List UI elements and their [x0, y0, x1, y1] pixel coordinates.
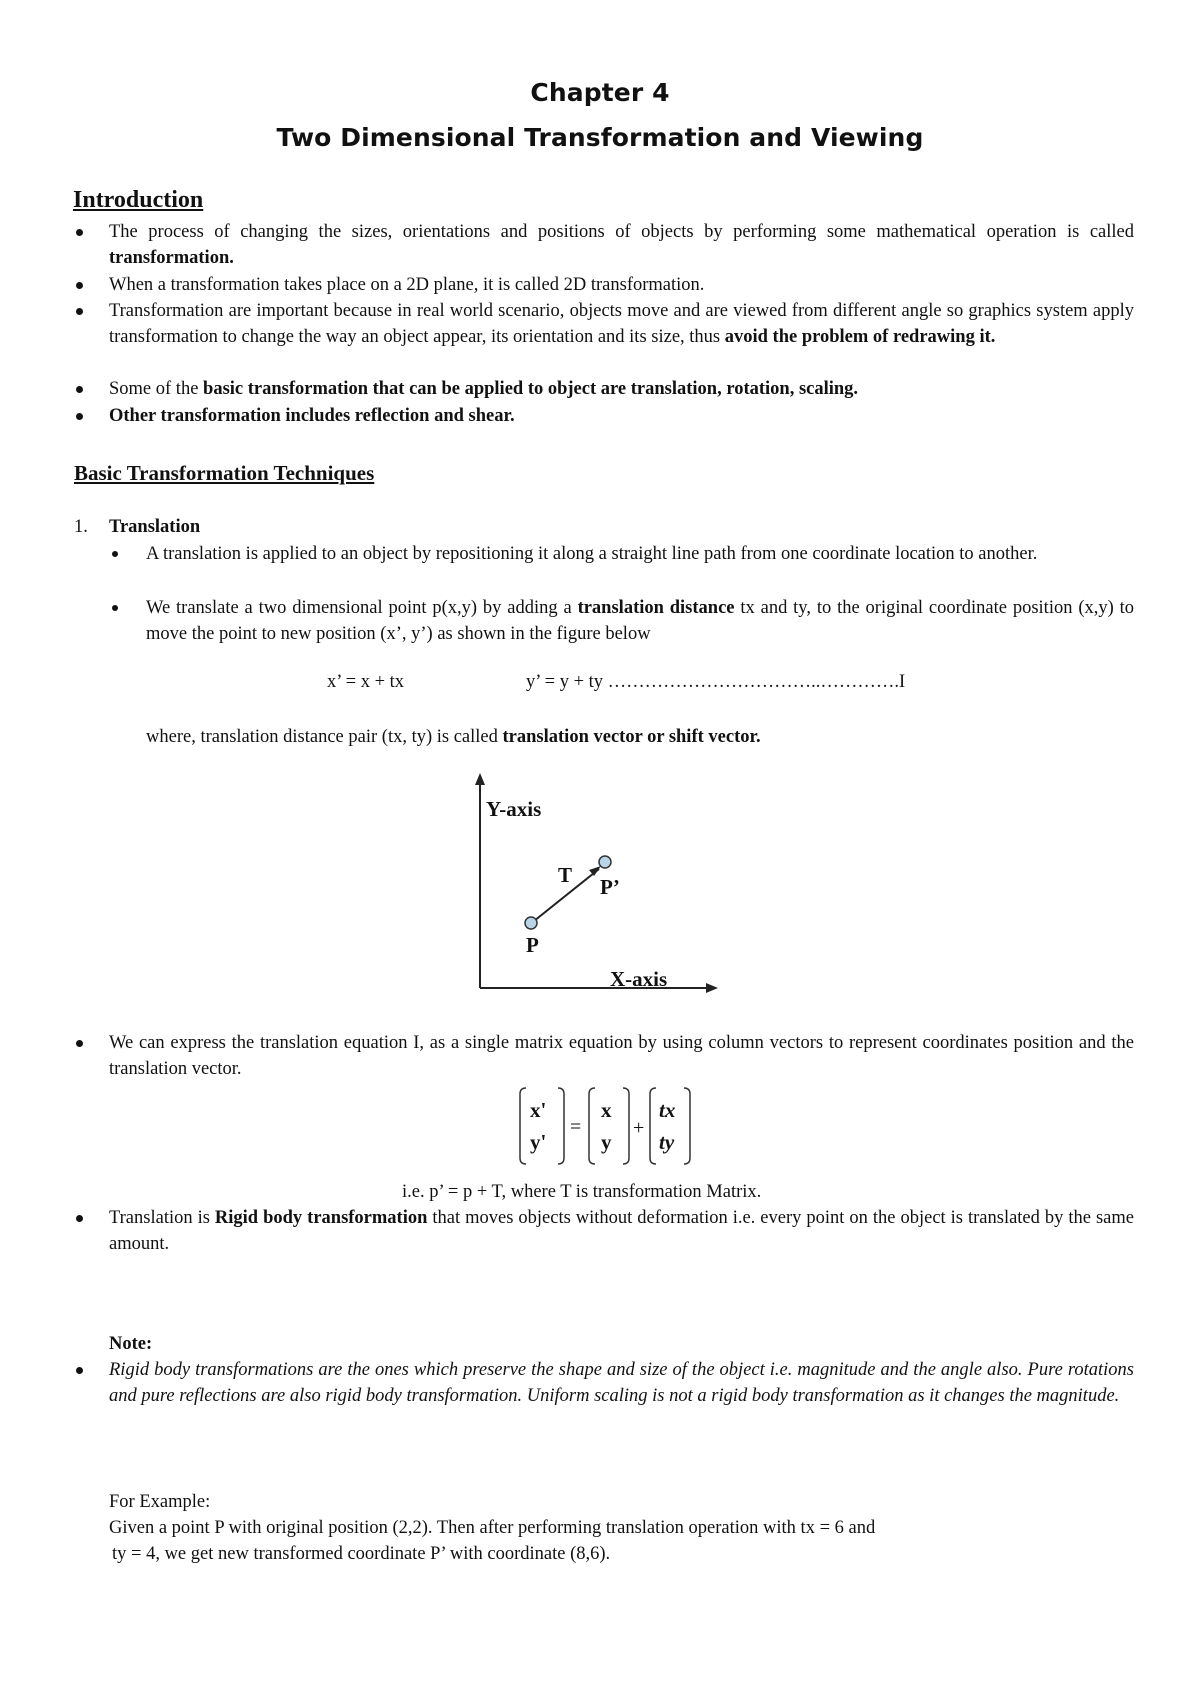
translation-heading: Translation — [109, 517, 201, 537]
matrix-bracket — [684, 1088, 690, 1164]
y-axis-label: Y-axis — [486, 797, 542, 821]
matrix-equals: = — [570, 1116, 582, 1138]
note-text: Rigid body transformations are the ones which preserve the shape and size of the object i.e. magnitude and the angle also. Pure rotations and pure reflections are also rigid body transformation. Uniform scaling is not a rigid body transformation as it changes the magnitude. — [109, 1360, 1134, 1406]
note-heading: Note: — [109, 1334, 153, 1354]
matrix-tx: tx — [659, 1098, 676, 1122]
bullet-icon — [76, 308, 83, 315]
matrix-explanation: i.e. p’ = p + T, where T is transformation Matrix. — [402, 1182, 762, 1202]
basic-techniques-heading: Basic Transformation Techniques — [74, 461, 375, 485]
matrix-yprime: y' — [530, 1130, 547, 1154]
translation-vector-note: where, translation distance pair (tx, ty) is called translation vector or shift vector. — [146, 727, 761, 747]
x-axis-arrowhead — [706, 983, 718, 993]
bullet-icon — [112, 551, 118, 557]
bullet-icon — [112, 605, 118, 611]
bullet-icon — [76, 386, 83, 393]
equation-y: y’ = y + ty ……………………………..………….I — [526, 672, 906, 692]
bullet-icon — [76, 413, 83, 420]
x-axis-label: X-axis — [610, 967, 668, 991]
bullet-icon — [76, 1215, 83, 1222]
translation-item-number: 1. — [74, 517, 88, 537]
rigid-body-bullet: Translation is Rigid body transformation that moves objects without deformation i.e. every point on the object is translated by the same amount. — [109, 1208, 1134, 1254]
matrix-xprime: x' — [530, 1098, 547, 1122]
point-p-prime-label: P’ — [600, 875, 620, 899]
matrix-bracket — [623, 1088, 629, 1164]
intro-bullet-5: Other transformation includes reflection and shear. — [109, 406, 515, 426]
bullet-icon — [76, 1367, 83, 1374]
matrix-bracket — [589, 1088, 595, 1164]
matrix-y: y — [601, 1130, 612, 1154]
bullet-icon — [76, 282, 83, 289]
chapter-title: Two Dimensional Transformation and Viewing — [276, 123, 924, 152]
intro-bullet-2: When a transformation takes place on a 2D plane, it is called 2D transformation. — [109, 275, 705, 295]
translation-figure — [470, 773, 720, 995]
y-axis-arrowhead — [475, 773, 485, 785]
point-p-label: P — [526, 933, 539, 957]
point-p-prime-marker — [599, 856, 611, 868]
translation-bullet-1: A translation is applied to an object by repositioning it along a straight line path from one coordinate location to another. — [146, 544, 1038, 564]
matrix-bracket — [558, 1088, 564, 1164]
intro-bullet-4: Some of the basic transformation that can be applied to object are translation, rotation, scaling. — [109, 379, 859, 399]
equation-x: x’ = x + tx — [327, 672, 405, 692]
bullet-icon — [76, 1040, 83, 1047]
translation-bullet-2: We translate a two dimensional point p(x,y) by adding a translation distance tx and ty, to the original coordinate position (x,y) to move the point to new position (x’, y’) as shown in the figure below — [146, 598, 1135, 644]
matrix-ty: ty — [659, 1130, 675, 1154]
matrix-bracket — [650, 1088, 656, 1164]
matrix-plus: + — [633, 1117, 645, 1139]
translation-matrix-equation — [518, 1085, 718, 1167]
chapter-number: Chapter 4 — [530, 78, 670, 107]
example-line-2: ty = 4, we get new transformed coordinate P’ with coordinate (8,6). — [112, 1544, 611, 1564]
example-heading: For Example: — [109, 1492, 211, 1512]
matrix-x: x — [601, 1098, 612, 1122]
bullet-icon — [76, 229, 83, 236]
vector-t-label: T — [558, 863, 573, 887]
matrix-bracket — [520, 1088, 526, 1164]
matrix-bullet: We can express the translation equation I, as a single matrix equation by using column vectors to represent coordinates position and the translation vector. — [109, 1033, 1134, 1079]
intro-bullet-1: The process of changing the sizes, orientations and positions of objects by performing some mathematical operation is called transformation. — [109, 222, 1134, 268]
intro-bullet-3: Transformation are important because in real world scenario, objects move and are viewed from different angle so graphics system apply transformation to change the way an object appear, its orientation and its size, thus avoid the problem of redrawing it. — [109, 301, 1134, 347]
introduction-heading: Introduction — [73, 187, 204, 213]
example-line-1: Given a point P with original position (2,2). Then after performing translation operation with tx = 6 and — [109, 1518, 876, 1538]
point-p-marker — [525, 917, 537, 929]
